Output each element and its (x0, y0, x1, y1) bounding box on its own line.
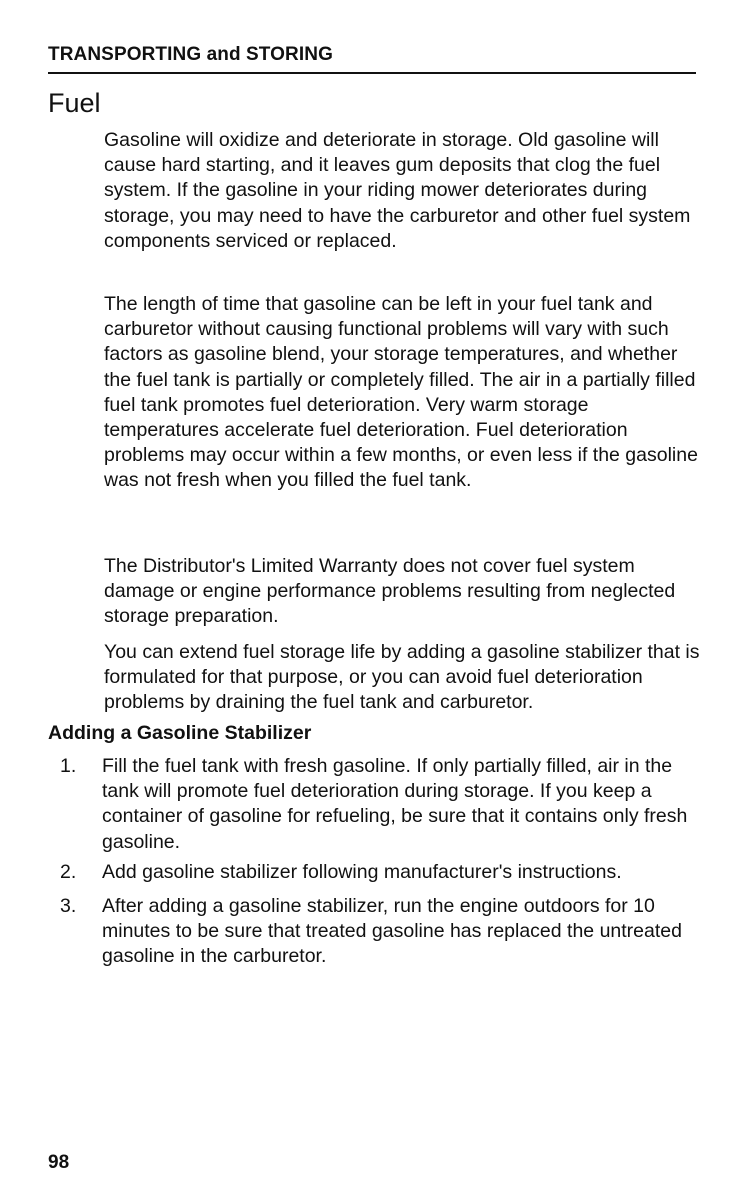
paragraph-extend-life: You can extend fuel storage life by adding a gasoline stabilizer that is formulated for that purpose, or you can avoid fuel deterioration problems by draining the fuel tank and carburetor. (104, 641, 700, 714)
step-text: Fill the fuel tank with fresh gasoline. If only partially filled, air in the tank will promote fuel deterioration during storage. If you keep a container of gasoline for refueling, be sure that it contains only fresh gasoline. (102, 755, 688, 853)
paragraph-warranty: The Distributor's Limited Warranty does not cover fuel system damage or engine performance problems resulting from neglected storage preparation. (104, 555, 676, 628)
paragraph-storage-time: The length of time that gasoline can be left in your fuel tank and carburetor without causing functional problems will vary with such factors as gasoline blend, your storage temperatures, and whether the fuel tank is partially or completely filled. The air in a partially filled fuel tank promotes fuel deterioration. Very warm storage temperatures accelerate fuel deterioration. Fuel deterioration problems may occur within a few months, or even less if the gasoline was not fresh when you filled the fuel tank. (104, 293, 698, 492)
step-number: 3. (60, 895, 77, 917)
page-number: 98 (48, 1152, 70, 1173)
step-text: Add gasoline stabilizer following manufacturer's instructions. (102, 861, 622, 883)
step-text: After adding a gasoline stabilizer, run the engine outdoors for 10 minutes to be sure that treated gasoline has replaced the untreated gasoline in the carburetor. (102, 895, 682, 968)
page-header (48, 44, 696, 74)
section-title: Fuel (48, 88, 101, 118)
paragraph-oxidize: Gasoline will oxidize and deteriorate in storage. Old gasoline will cause hard starting, and it leaves gum deposits that clog the fuel system. If the gasoline in your riding mower deteriorates during storage, you may need to have the carburetor and other fuel system components serviced or replaced. (104, 129, 691, 252)
step-number: 1. (60, 755, 77, 777)
subsection-title: Adding a Gasoline Stabilizer (48, 722, 312, 744)
header-title: TRANSPORTING and STORING (48, 44, 333, 65)
step-number: 2. (60, 861, 77, 883)
